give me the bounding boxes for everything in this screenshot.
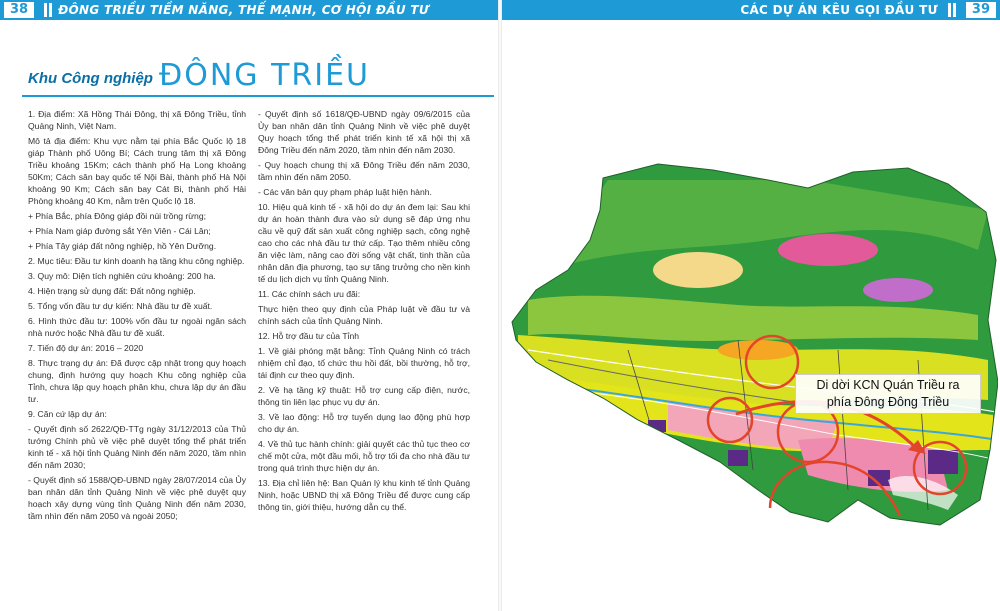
paragraph: 2. Mục tiêu: Đầu tư kinh doanh hạ tầng khu công nghiệp. xyxy=(28,256,245,266)
right-page-header xyxy=(502,0,1000,20)
paragraph: 12. Hỗ trợ đầu tư của Tỉnh xyxy=(258,331,360,341)
callout-line-1: Di dời KCN Quán Triều ra xyxy=(816,378,960,392)
paragraph: Mô tả địa điểm: Khu vực nằm tại phía Bắc Quốc lộ 18 giáp Thành phố Uông Bí; Cách trung tâm thị xã Đông Triều khoảng 15Km; cách thành phố Hạ Long khoảng 50Km; Cách sân bay quốc tế Nội Bài, thành phố Hà Nội khoảng 90 Km; Cách sân bay Cát Bi, thành phố Hải Phòng khoảng 40 Km, nằm trên Quốc lộ 18. xyxy=(28,136,246,206)
planning-map xyxy=(508,150,998,600)
paragraph: 7. Tiến độ dự án: 2016 – 2020 xyxy=(28,343,144,353)
paragraph: Thực hiện theo quy định của Pháp luật về đầu tư và chính sách của tỉnh Quảng Ninh. xyxy=(258,304,470,326)
paragraph: 3. Quy mô: Diện tích nghiên cứu khoảng: 200 ha. xyxy=(28,271,216,281)
left-header-title: ĐÔNG TRIỀU TIỀM NĂNG, THẾ MẠNH, CƠ HỘI ĐẦU TƯ xyxy=(58,3,429,17)
paragraph: - Quyết định số 2622/QĐ-TTg ngày 31/12/2013 của Thủ tướng Chính phủ về việc phê duyệt tổng thể phát triển kinh tế - xã hội tỉnh Quảng Ninh đến năm 2020, tầm nhìn đến năm 2030; xyxy=(28,424,246,470)
map-callout xyxy=(795,374,981,414)
paragraph: 9. Căn cứ lập dự án: xyxy=(28,409,107,419)
paragraph: 8. Thực trạng dự án: Đã được cập nhật trong quy hoạch chung, định hướng quy hoạch Khu công nghiệp của Tỉnh, chưa lập quy hoạch phân khu, chưa lập dự án đầu tư. xyxy=(28,358,246,404)
header-decoration xyxy=(948,3,956,17)
paragraph: 4. Về thủ tục hành chính: giải quyết các thủ tục theo cơ chế một cửa, một đầu mối, hỗ trợ tối đa cho nhà đầu tư trong quá trình thực hiện dự án. xyxy=(258,439,470,473)
heading-name: ĐÔNG TRIỀU xyxy=(158,58,370,93)
paragraph: 2. Về hạ tầng kỹ thuật: Hỗ trợ cung cấp điện, nước, thông tin liên lạc phục vụ dự án. xyxy=(258,385,470,407)
paragraph: - Các văn bản quy phạm pháp luật hiện hành. xyxy=(258,187,432,197)
heading-prefix: Khu Công nghiệp xyxy=(28,70,153,87)
left-page-header xyxy=(0,0,498,20)
text-column-2 xyxy=(258,108,470,516)
callout-line-2: phía Đông Đông Triều xyxy=(826,395,950,409)
paragraph: - Quyết định số 1618/QĐ-UBND ngày 09/6/2015 của Ủy ban nhân dân tỉnh Quảng Ninh về việc phê duyệt Quy hoạch tổng thể phát triển kinh tế xã hội thị xã Đông Triều đến năm 2020, tầm nhìn đến năm 2030. xyxy=(258,109,470,155)
right-page-number: 39 xyxy=(966,2,996,18)
paragraph: 1. Địa điểm: Xã Hồng Thái Đông, thị xã Đông Triều, tỉnh Quảng Ninh, Việt Nam. xyxy=(28,109,246,131)
page-fold xyxy=(498,0,502,611)
paragraph: + Phía Tây giáp đất nông nghiệp, hồ Yên Dưỡng. xyxy=(28,241,217,251)
paragraph: - Quyết định số 1588/QĐ-UBND ngày 28/07/2014 của Ủy ban nhân dân tỉnh Quảng Ninh về việc phê duyệt quy hoạch xây dựng vùng tỉnh Quảng Ninh đến năm 2030, tầm nhìn đến năm 2050 và ngoài 2050; xyxy=(28,475,246,521)
paragraph: 10. Hiệu quả kinh tế - xã hội do dự án đem lại: Sau khi dự án hoàn thành đưa vào sử dụng sẽ đáp ứng nhu cầu về quỹ đất sản xuất công nghiệp sạch, công nghệ cao cho các nhà đầu tư thứ cấp. Tạo thêm nhiều công ăn việc làm, nâng cao đời sống vật chất, tinh thần của nhân dân địa phương, tạo sự tăng trưởng cho nền kinh tế du lịch dịch vụ tỉnh Quảng Ninh. xyxy=(258,202,470,284)
text-column-1 xyxy=(28,108,246,525)
paragraph: + Phía Nam giáp đường sắt Yên Viên - Cái Lân; xyxy=(28,226,211,236)
right-header-title: CÁC DỰ ÁN KÊU GỌI ĐẦU TƯ xyxy=(740,3,938,17)
heading-underline xyxy=(22,95,494,97)
paragraph: 3. Về lao động: Hỗ trợ tuyển dụng lao động phù hợp cho dự án. xyxy=(258,412,470,434)
paragraph: 5. Tổng vốn đầu tư dự kiến: Nhà đầu tư đề xuất. xyxy=(28,301,213,311)
paragraph: 1. Về giải phóng mặt bằng: Tỉnh Quảng Ninh có trách nhiệm chỉ đạo, tổ chức thu hồi đất, bồi thường, hỗ trợ, tái định cư theo quy định. xyxy=(258,346,470,380)
paragraph: - Quy hoạch chung thị xã Đông Triều đến năm 2030, tầm nhìn đến năm 2050. xyxy=(258,160,470,182)
paragraph: 13. Địa chỉ liên hệ: Ban Quản lý khu kinh tế tỉnh Quảng Ninh, hoặc UBND thị xã Đông Triều để được cung cấp thông tin, giới thiệu, hướng dẫn cụ thể. xyxy=(258,478,470,512)
paragraph: 6. Hình thức đầu tư: 100% vốn đầu tư ngoài ngân sách nhà nước hoặc Nhà đầu tư đề xuất. xyxy=(28,316,246,338)
paragraph: 11. Các chính sách ưu đãi: xyxy=(258,289,361,299)
paragraph: 4. Hiện trạng sử dụng đất: Đất nông nghiệp. xyxy=(28,286,196,296)
section-heading xyxy=(28,58,370,93)
header-decoration xyxy=(44,3,52,17)
paragraph: + Phía Bắc, phía Đông giáp đồi núi trồng rừng; xyxy=(28,211,206,221)
left-page-number: 38 xyxy=(4,2,34,18)
